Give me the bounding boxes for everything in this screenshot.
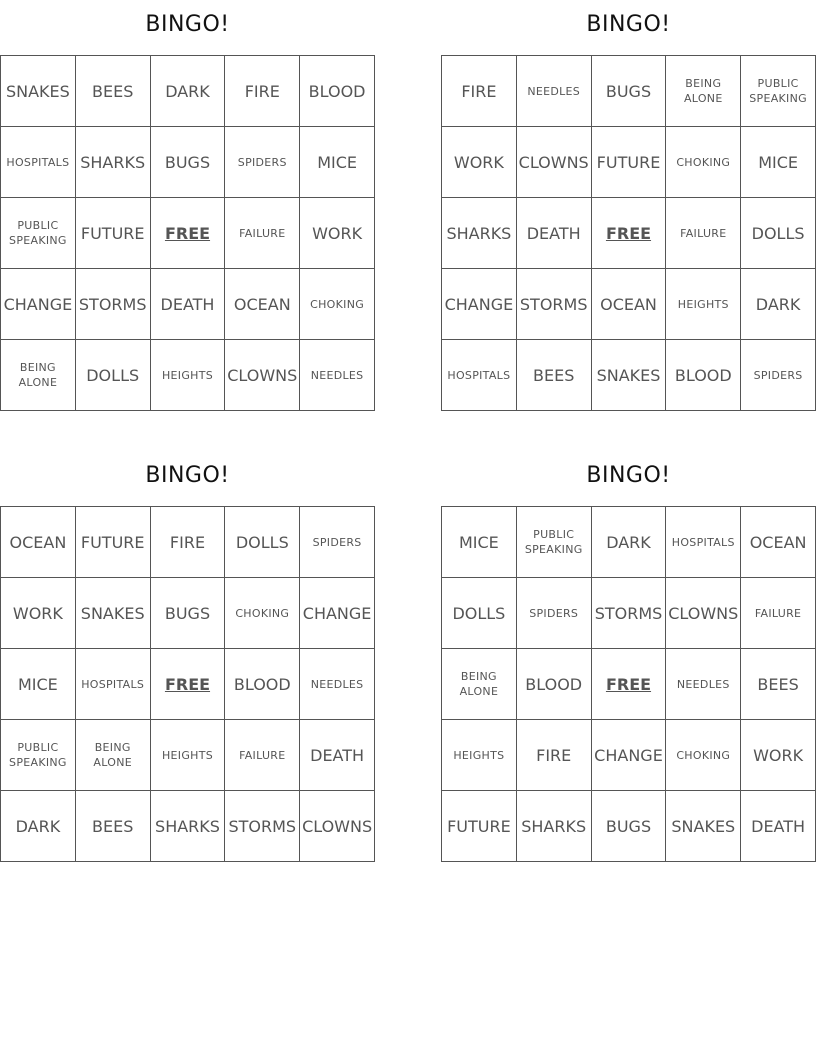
bingo-row [1,791,375,862]
bingo-cell: FUTURE [75,507,150,578]
bingo-cell: DOLLS [225,507,300,578]
bingo-cell: SNAKES [1,56,76,127]
bingo-cell: NEEDLES [516,56,591,127]
bingo-cell: HOSPITALS [442,340,517,411]
bingo-cell: BLOOD [666,340,741,411]
bingo-grid [0,55,375,411]
card-title: BINGO! [145,463,230,488]
bingo-cell: HEIGHTS [442,720,517,791]
bingo-cell: OCEAN [1,507,76,578]
bingo-cell: OCEAN [225,269,300,340]
bingo-row [442,507,816,578]
bingo-cell: CHANGE [442,269,517,340]
bingo-cell: STORMS [591,578,666,649]
bingo-card-2 [441,0,816,410]
bingo-cell: CHANGE [300,578,375,649]
bingo-row [442,649,816,720]
free-space-cell: FREE [591,649,666,720]
bingo-cell: BEING ALONE [1,340,76,411]
bingo-cell: OCEAN [591,269,666,340]
bingo-cell: BLOOD [300,56,375,127]
bingo-row [1,720,375,791]
bingo-cell: FAILURE [666,198,741,269]
bingo-cell: BEING ALONE [75,720,150,791]
bingo-cell: HOSPITALS [666,507,741,578]
bingo-cell: DARK [150,56,225,127]
bingo-cell: PUBLIC SPEAKING [1,720,76,791]
bingo-cell: STORMS [75,269,150,340]
bingo-cell: FAILURE [741,578,816,649]
bingo-cell: FAILURE [225,198,300,269]
bingo-cell: NEEDLES [666,649,741,720]
bingo-cell: FAILURE [225,720,300,791]
bingo-cell: CLOWNS [666,578,741,649]
bingo-cell: BEES [516,340,591,411]
bingo-row [442,340,816,411]
bingo-cell: SNAKES [75,578,150,649]
bingo-cell: FIRE [150,507,225,578]
bingo-row [1,578,375,649]
bingo-grid [441,55,816,411]
bingo-cell: FIRE [516,720,591,791]
bingo-cell: BLOOD [516,649,591,720]
bingo-cell: PUBLIC SPEAKING [516,507,591,578]
bingo-cell: NEEDLES [300,340,375,411]
bingo-cell: DEATH [741,791,816,862]
bingo-cell: SPIDERS [300,507,375,578]
bingo-cell: BEES [75,56,150,127]
bingo-cell: CLOWNS [300,791,375,862]
bingo-cell: BUGS [591,791,666,862]
bingo-grid [441,506,816,862]
bingo-row [1,56,375,127]
bingo-cell: FUTURE [591,127,666,198]
bingo-row [1,198,375,269]
bingo-cell: DARK [1,791,76,862]
bingo-cell: WORK [442,127,517,198]
bingo-cell: BEING ALONE [442,649,517,720]
bingo-cell: FIRE [442,56,517,127]
bingo-cell: CHOKING [225,578,300,649]
bingo-cell: SPIDERS [225,127,300,198]
bingo-cell: BUGS [150,127,225,198]
bingo-cell: NEEDLES [300,649,375,720]
bingo-cell: DOLLS [75,340,150,411]
bingo-cell: CHANGE [1,269,76,340]
bingo-cell: CLOWNS [516,127,591,198]
bingo-cell: MICE [1,649,76,720]
free-space-cell: FREE [150,198,225,269]
bingo-row [442,269,816,340]
bingo-cell: SNAKES [666,791,741,862]
card-title: BINGO! [145,12,230,37]
bingo-cell: CHANGE [591,720,666,791]
bingo-cell: MICE [300,127,375,198]
bingo-card-1 [0,0,375,410]
bingo-cell: HEIGHTS [150,340,225,411]
bingo-cell: PUBLIC SPEAKING [1,198,76,269]
bingo-cell: FIRE [225,56,300,127]
bingo-card-4 [441,451,816,861]
bingo-cell: CHOKING [300,269,375,340]
bingo-cell: BEING ALONE [666,56,741,127]
bingo-cell: SHARKS [150,791,225,862]
bingo-cell: CLOWNS [225,340,300,411]
bingo-cell: STORMS [225,791,300,862]
bingo-cell: BUGS [150,578,225,649]
bingo-grid [0,506,375,862]
bingo-cell: DOLLS [442,578,517,649]
bingo-cell: DOLLS [741,198,816,269]
bingo-row [442,720,816,791]
bingo-row [442,578,816,649]
free-space-cell: FREE [150,649,225,720]
bingo-cell: HEIGHTS [150,720,225,791]
bingo-cell: CHOKING [666,127,741,198]
bingo-cell: SPIDERS [741,340,816,411]
bingo-cell: BEES [741,649,816,720]
bingo-row [1,649,375,720]
bingo-row [1,269,375,340]
bingo-row [442,56,816,127]
bingo-cell: FUTURE [442,791,517,862]
bingo-card-3 [0,451,375,861]
bingo-cell: MICE [741,127,816,198]
bingo-cell: OCEAN [741,507,816,578]
bingo-cell: DARK [591,507,666,578]
bingo-cell: PUBLIC SPEAKING [741,56,816,127]
bingo-cell: STORMS [516,269,591,340]
bingo-row [1,507,375,578]
bingo-cell: WORK [300,198,375,269]
bingo-row [442,127,816,198]
bingo-cell: SPIDERS [516,578,591,649]
card-title: BINGO! [586,463,671,488]
bingo-cell: WORK [1,578,76,649]
bingo-cell: SHARKS [442,198,517,269]
bingo-cell: FUTURE [75,198,150,269]
bingo-cell: WORK [741,720,816,791]
bingo-row [442,198,816,269]
bingo-row [442,791,816,862]
bingo-cell: BEES [75,791,150,862]
bingo-cell: SHARKS [516,791,591,862]
bingo-row [1,127,375,198]
bingo-cell: DEATH [150,269,225,340]
bingo-cell: HOSPITALS [75,649,150,720]
bingo-cell: HEIGHTS [666,269,741,340]
bingo-cell: BUGS [591,56,666,127]
bingo-cell: DARK [741,269,816,340]
bingo-cell: SNAKES [591,340,666,411]
bingo-cell: BLOOD [225,649,300,720]
bingo-row [1,340,375,411]
bingo-cell: DEATH [300,720,375,791]
bingo-cell: HOSPITALS [1,127,76,198]
bingo-cell: MICE [442,507,517,578]
bingo-cell: SHARKS [75,127,150,198]
free-space-cell: FREE [591,198,666,269]
card-title: BINGO! [586,12,671,37]
bingo-cell: CHOKING [666,720,741,791]
bingo-cell: DEATH [516,198,591,269]
